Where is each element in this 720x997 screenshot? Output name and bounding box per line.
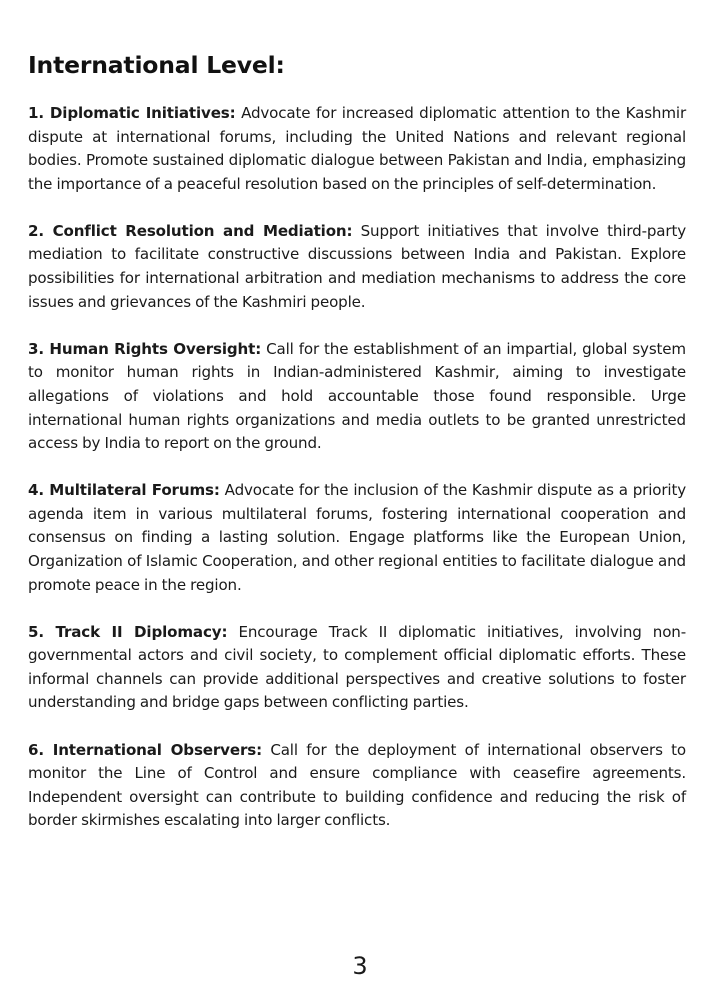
item-title: 3. Human Rights Oversight:: [28, 339, 262, 358]
item-title: 5. Track II Diplomacy:: [28, 622, 228, 641]
item-title: 4. Multilateral Forums:: [28, 481, 220, 500]
list-item-conflict-resolution: [28, 220, 686, 314]
item-title: 1. Diplomatic Initiatives:: [28, 104, 236, 122]
document-page: [28, 48, 686, 856]
list-item-diplomatic-initiatives: [28, 102, 686, 196]
item-body: Call for the deployment of international observers to monitor the Line of Control and ensure compliance with ceasefire agreements. Independent oversight can contribute to building confidence and reducing the risk of border skirmishes escalating into larger conflicts.: [28, 740, 686, 830]
item-body: Call for the establishment of an impartial, global system to monitor human rights in Indian-administered Kashmir, aiming to investigate allegations of violations and hold accountable those found responsible. Urge international human rights organizations and media outlets to be granted unrestricted access by India to report on the ground.: [28, 339, 686, 453]
item-title: 6. International Observers:: [28, 740, 262, 759]
section-heading: International Level:: [28, 51, 285, 79]
item-body: Encourage Track II diplomatic initiatives, involving non-governmental actors and civil society, to complement official diplomatic efforts. These informal channels can provide additional perspectives and creative solutions to foster understanding and bridge gaps between conflicting parties.: [28, 622, 686, 712]
item-body: Advocate for increased diplomatic attention to the Kashmir dispute at international forums, including the United Nations and relevant regional bodies. Promote sustained diplomatic dialogue between Pakistan and India, emphasizing the importance of a peaceful resolution based on the principles of self-determination.: [28, 104, 686, 193]
item-title: 2. Conflict Resolution and Mediation:: [28, 221, 353, 240]
page-number: 3: [352, 952, 368, 980]
list-item-multilateral-forums: [28, 479, 686, 597]
item-body: Support initiatives that involve third-party mediation to facilitate constructive discussions between India and Pakistan. Explore possibilities for international arbitration and mediation mechanisms to address the core issues and grievances of the Kashmiri people.: [28, 221, 687, 311]
list-item-international-observers: [28, 739, 686, 833]
list-item-track-ii-diplomacy: [28, 621, 686, 715]
item-body: Advocate for the inclusion of the Kashmir dispute as a priority agenda item in various multilateral forums, fostering international cooperation and consensus on finding a lasting solution. Engage platforms like the European Union, Organization of Islamic Cooperation, and other regional entities to facilitate dialogue and promote peace in the region.: [28, 481, 686, 594]
list-item-human-rights-oversight: [28, 338, 686, 456]
